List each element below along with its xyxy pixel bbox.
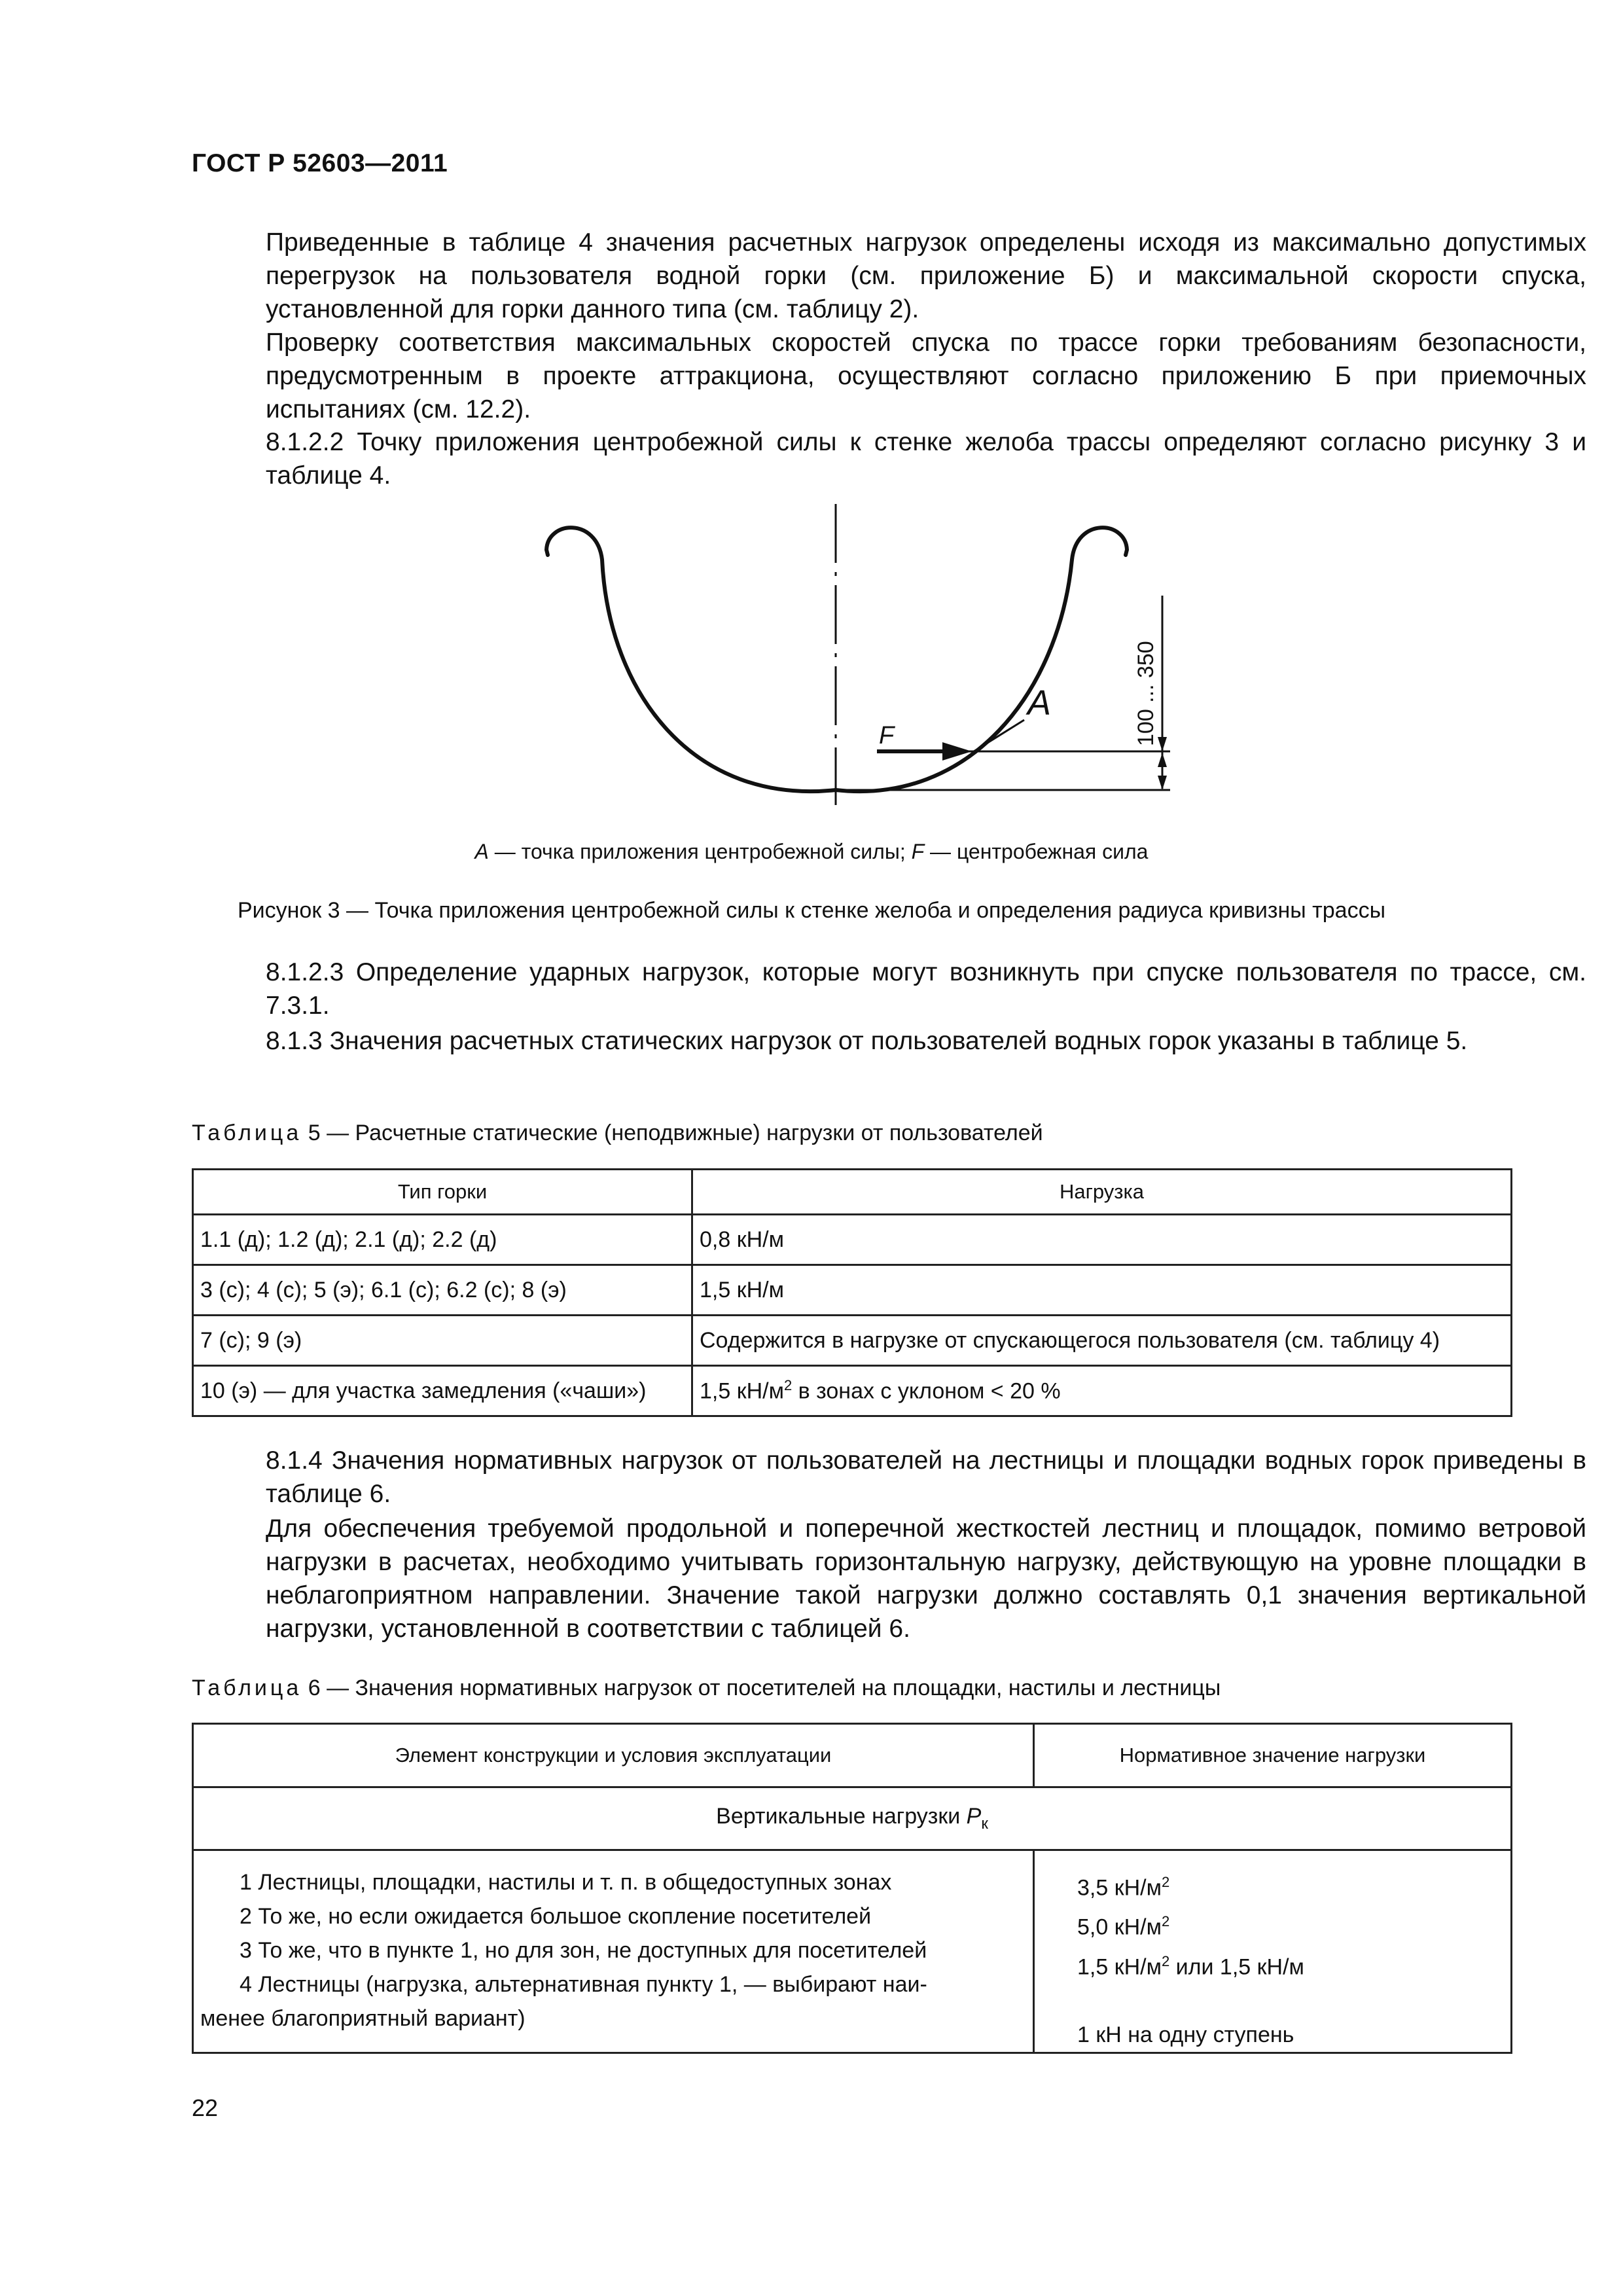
table5-cell-load: 0,8 кН/м xyxy=(692,1215,1512,1265)
dimension-arrow-up xyxy=(1158,753,1167,767)
list-item: 3 То же, что в пункте 1, но для зон, не доступных для посетителей xyxy=(240,1938,927,1963)
value-1: 3,5 кН/м xyxy=(1077,1875,1162,1901)
table6-header-element: Элемент конструкции и условия эксплуатации xyxy=(193,1724,1034,1787)
table-row xyxy=(193,1366,1512,1416)
page-number: 22 xyxy=(192,2094,219,2121)
table5-header-load: Нагрузка xyxy=(692,1170,1512,1215)
legend-text-F: — центробежная сила xyxy=(924,840,1149,863)
list-value xyxy=(1077,1865,1504,1905)
figure-caption: Рисунок 3 — Точка приложения центробежной силы к стенке желоба и определения радиуса кривизны трассы xyxy=(237,898,1386,923)
table5-row4-suffix: в зонах с уклоном < 20 % xyxy=(792,1378,1061,1404)
list-item: 4 Лестницы (нагрузка, альтернативная пункту 1, — выбирают наи- xyxy=(240,1972,927,1997)
figure-legend xyxy=(0,840,1623,864)
legend-symbol-F: F xyxy=(911,840,925,863)
table5-cell-type: 1.1 (д); 1.2 (д); 2.1 (д); 2.2 (д) xyxy=(193,1215,692,1265)
table6-section-symbol: P xyxy=(966,1804,982,1829)
table6-title: 6 — Значения нормативных нагрузок от посетителей на площадки, настилы и лестницы xyxy=(302,1676,1221,1700)
paragraph-5: 8.1.3 Значения расчетных статических нагрузок от пользователей водных горок указаны в таблице 5. xyxy=(266,1027,1468,1055)
table6-section-cell xyxy=(193,1787,1512,1850)
table5-row4-sup: 2 xyxy=(783,1377,793,1394)
table5-row4-value: 1,5 кН/м xyxy=(700,1378,784,1404)
dimension-label: 100 ... 350 xyxy=(1133,641,1158,746)
table6-body-row xyxy=(193,1850,1512,2053)
table6-values-cell xyxy=(1034,1850,1512,2053)
paragraph-1: Приведенные в таблице 4 значения расчетных нагрузок определены исходя из максимально допустимых перегрузок на пользователя водной горки (см. приложение Б) и максимальной скорости спуска, установленной для горки данного типа (см. таблицу 2). xyxy=(266,228,1586,323)
table6-caption xyxy=(192,1676,1221,1701)
table-row xyxy=(193,1316,1512,1366)
table5-label: Таблица xyxy=(192,1121,302,1145)
paragraph-6: 8.1.4 Значения нормативных нагрузок от пользователей на лестницы и площадки водных горок приведены в таблице 6. xyxy=(266,1446,1586,1508)
list-value xyxy=(1077,1905,1504,1944)
list-item-continuation: менее благоприятный вариант) xyxy=(200,2006,526,2031)
value-2: 5,0 кН/м xyxy=(1077,1914,1162,1940)
legend-symbol-A: A xyxy=(474,840,489,863)
table6-header-value: Нормативное значение нагрузки xyxy=(1034,1724,1512,1787)
table5-caption xyxy=(192,1121,1043,1146)
dimension-arrow-top xyxy=(1158,737,1167,751)
table5-cell-load xyxy=(692,1366,1512,1416)
table5-cell-load: Содержится в нагрузке от спускающегося пользователя (см. таблицу 4) xyxy=(692,1316,1512,1366)
list-value xyxy=(1077,1945,1504,1984)
leader-line-A xyxy=(974,720,1024,751)
table6-section-text: Вертикальные нагрузки xyxy=(716,1804,967,1829)
table5-cell-type: 7 (с); 9 (э) xyxy=(193,1316,692,1366)
table5-header-row xyxy=(193,1170,1512,1215)
table5-cell-load: 1,5 кН/м xyxy=(692,1265,1512,1316)
label-F: F xyxy=(879,722,895,749)
table-row xyxy=(193,1215,1512,1265)
dimension-arrow-bottom xyxy=(1158,776,1167,790)
paragraph-3: 8.1.2.2 Точку приложения центробежной силы к стенке желоба трассы определяют согласно рисунку 3 и таблице 4. xyxy=(266,428,1586,490)
table-6 xyxy=(192,1723,1512,2054)
paragraph-2: Проверку соответствия максимальных скоростей спуска по трассе горки требованиям безопасности, предусмотренным в проекте аттракциона, осуществляют согласно приложению Б при приемочных испытаниях (см. 12.2). xyxy=(266,329,1586,423)
value-1-sup: 2 xyxy=(1161,1874,1170,1890)
table6-section-row xyxy=(193,1787,1512,1850)
label-A: A xyxy=(1027,683,1052,723)
paragraph-7: Для обеспечения требуемой продольной и поперечной жесткостей лестниц и площадок, помимо ветровой нагрузки в расчетах, необходимо учитывать горизонтальную нагрузку, действующую на уровне площадки в неблагоприятном направлении. Значение такой нагрузки должно составлять 0,1 значения вертикальной нагрузки, установленной в соответствии с таблицей 6. xyxy=(266,1515,1586,1643)
figure-trough-diagram xyxy=(458,497,1178,825)
paragraph-4: 8.1.2.3 Определение ударных нагрузок, которые могут возникнуть при спуске пользователя по трассе, см. 7.3.1. xyxy=(266,958,1586,1020)
list-value-empty xyxy=(1077,1984,1504,2018)
list-item: 2 То же, но если ожидается большое скопление посетителей xyxy=(240,1904,872,1929)
value-3-sup: 2 xyxy=(1161,1952,1170,1969)
table6-section-sub: к xyxy=(981,1814,988,1833)
table5-title: 5 — Расчетные статические (неподвижные) нагрузки от пользователей xyxy=(302,1121,1043,1145)
table6-header-row xyxy=(193,1724,1512,1787)
value-2-sup: 2 xyxy=(1161,1913,1170,1930)
table6-items-cell xyxy=(193,1850,1034,2053)
table5-cell-type: 10 (э) — для участка замедления («чаши») xyxy=(193,1366,692,1416)
table5-cell-type: 3 (с); 4 (с); 5 (э); 6.1 (с); 6.2 (с); 8 (э) xyxy=(193,1265,692,1316)
list-item: 1 Лестницы, площадки, настилы и т. п. в общедоступных зонах xyxy=(240,1870,892,1895)
value-3-alt: или 1,5 кН/м xyxy=(1169,1954,1304,1979)
list-value: 1 кН на одну ступень xyxy=(1077,2022,1294,2047)
table5-header-type: Тип горки xyxy=(193,1170,692,1215)
document-id: ГОСТ Р 52603—2011 xyxy=(192,149,448,177)
table-row xyxy=(193,1265,1512,1316)
legend-text-A: — точка приложения центробежной силы; xyxy=(488,840,912,863)
table6-label: Таблица xyxy=(192,1676,302,1700)
value-3: 1,5 кН/м xyxy=(1077,1954,1162,1979)
table-5 xyxy=(192,1168,1512,1417)
